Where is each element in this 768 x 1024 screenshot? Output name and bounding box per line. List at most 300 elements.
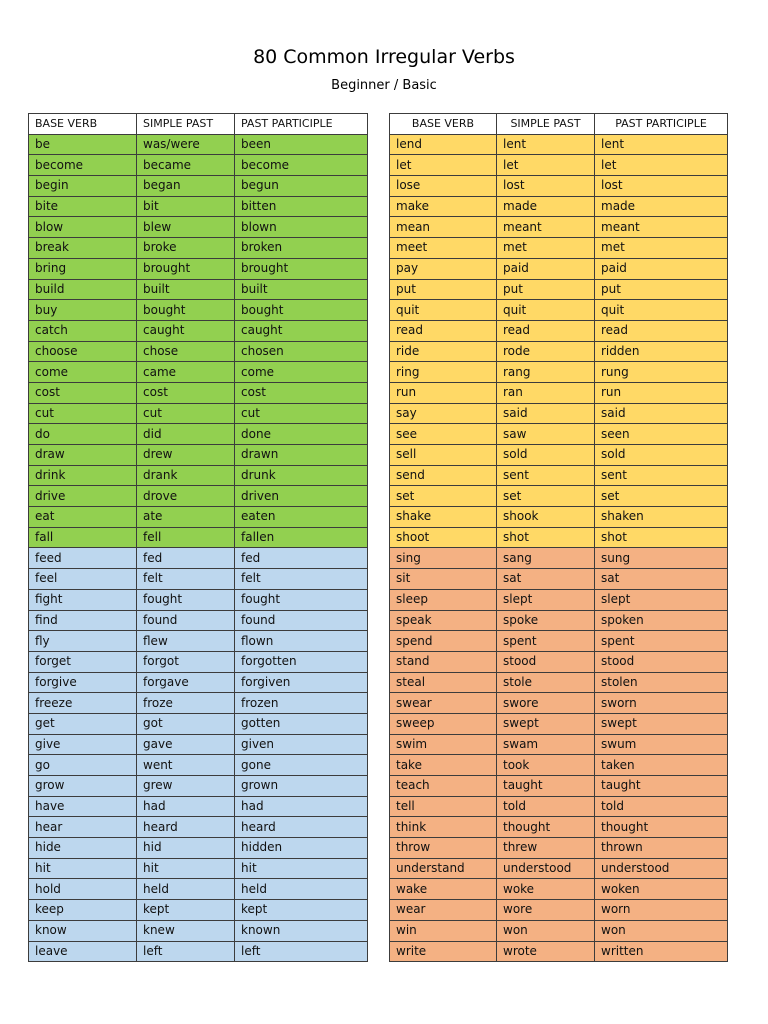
past-participle-cell: known — [235, 920, 368, 941]
past-participle-cell: woken — [595, 879, 728, 900]
simple-past-cell: paid — [497, 258, 595, 279]
table-row — [390, 589, 728, 610]
simple-past-cell: woke — [497, 879, 595, 900]
past-participle-cell: blown — [235, 217, 368, 238]
base-verb-cell: sweep — [390, 713, 497, 734]
simple-past-cell: wore — [497, 900, 595, 921]
base-verb-cell: sing — [390, 548, 497, 569]
past-participle-cell: taken — [595, 755, 728, 776]
simple-past-cell: quit — [497, 300, 595, 321]
table-row — [29, 900, 368, 921]
simple-past-cell: told — [497, 796, 595, 817]
simple-past-cell: won — [497, 920, 595, 941]
base-verb-cell: win — [390, 920, 497, 941]
past-participle-cell: run — [595, 382, 728, 403]
simple-past-cell: understood — [497, 858, 595, 879]
base-verb-cell: stand — [390, 651, 497, 672]
past-participle-cell: had — [235, 796, 368, 817]
base-verb-cell: eat — [29, 507, 137, 528]
past-participle-cell: eaten — [235, 507, 368, 528]
base-verb-cell: lose — [390, 176, 497, 197]
simple-past-cell: lost — [497, 176, 595, 197]
base-verb-cell: hide — [29, 838, 137, 859]
simple-past-cell: rang — [497, 362, 595, 383]
base-verb-cell: go — [29, 755, 137, 776]
base-verb-cell: wear — [390, 900, 497, 921]
past-participle-cell: sworn — [595, 693, 728, 714]
base-verb-cell: let — [390, 155, 497, 176]
table-row — [390, 858, 728, 879]
base-verb-cell: shake — [390, 507, 497, 528]
past-participle-cell: sat — [595, 569, 728, 590]
past-participle-cell: sent — [595, 465, 728, 486]
table-row — [390, 382, 728, 403]
simple-past-cell: blew — [137, 217, 235, 238]
past-participle-cell: sung — [595, 548, 728, 569]
simple-past-cell: ate — [137, 507, 235, 528]
simple-past-cell: sat — [497, 569, 595, 590]
past-participle-cell: set — [595, 486, 728, 507]
simple-past-cell: fought — [137, 589, 235, 610]
table-row — [390, 651, 728, 672]
past-participle-cell: left — [235, 941, 368, 962]
past-participle-cell: come — [235, 362, 368, 383]
simple-past-cell: swept — [497, 713, 595, 734]
table-row — [29, 858, 368, 879]
past-participle-cell: shot — [595, 527, 728, 548]
base-verb-cell: hear — [29, 817, 137, 838]
base-verb-cell: leave — [29, 941, 137, 962]
simple-past-cell: forgave — [137, 672, 235, 693]
past-participle-cell: rung — [595, 362, 728, 383]
simple-past-cell: brought — [137, 258, 235, 279]
base-verb-cell: feed — [29, 548, 137, 569]
base-verb-cell: buy — [29, 300, 137, 321]
simple-past-cell: kept — [137, 900, 235, 921]
simple-past-cell: saw — [497, 424, 595, 445]
simple-past-cell: built — [137, 279, 235, 300]
base-verb-cell: get — [29, 713, 137, 734]
simple-past-cell: threw — [497, 838, 595, 859]
simple-past-cell: came — [137, 362, 235, 383]
simple-past-cell: held — [137, 879, 235, 900]
table-row — [29, 817, 368, 838]
table-row — [29, 403, 368, 424]
table-row — [390, 403, 728, 424]
simple-past-cell: chose — [137, 341, 235, 362]
base-verb-cell: hit — [29, 858, 137, 879]
simple-past-cell: stole — [497, 672, 595, 693]
past-participle-cell: taught — [595, 776, 728, 797]
past-participle-cell: hidden — [235, 838, 368, 859]
simple-past-cell: felt — [137, 569, 235, 590]
simple-past-cell: found — [137, 610, 235, 631]
table-row — [29, 507, 368, 528]
table-row — [390, 755, 728, 776]
table-row — [390, 176, 728, 197]
simple-past-cell: thought — [497, 817, 595, 838]
table-row — [390, 920, 728, 941]
past-participle-cell: felt — [235, 569, 368, 590]
base-verb-cell: pay — [390, 258, 497, 279]
table-row — [29, 651, 368, 672]
base-verb-cell: cost — [29, 382, 137, 403]
past-participle-cell: frozen — [235, 693, 368, 714]
table-row — [390, 424, 728, 445]
verb-rows-left — [29, 134, 368, 962]
table-row — [29, 134, 368, 155]
past-participle-cell: swum — [595, 734, 728, 755]
table-row — [390, 672, 728, 693]
base-verb-cell: meet — [390, 238, 497, 259]
base-verb-cell: forgive — [29, 672, 137, 693]
base-verb-cell: ring — [390, 362, 497, 383]
base-verb-cell: swear — [390, 693, 497, 714]
table-row — [29, 672, 368, 693]
table-row — [29, 527, 368, 548]
past-participle-cell: read — [595, 320, 728, 341]
past-participle-cell: paid — [595, 258, 728, 279]
past-participle-cell: fallen — [235, 527, 368, 548]
past-participle-cell: ridden — [595, 341, 728, 362]
simple-past-cell: hid — [137, 838, 235, 859]
base-verb-cell: sit — [390, 569, 497, 590]
header-base-verb: BASE VERB — [29, 114, 137, 135]
table-row — [29, 569, 368, 590]
simple-past-cell: gave — [137, 734, 235, 755]
base-verb-cell: fly — [29, 631, 137, 652]
base-verb-cell: blow — [29, 217, 137, 238]
simple-past-cell: broke — [137, 238, 235, 259]
past-participle-cell: flown — [235, 631, 368, 652]
table-row — [390, 465, 728, 486]
simple-past-cell: taught — [497, 776, 595, 797]
base-verb-cell: write — [390, 941, 497, 962]
past-participle-cell: chosen — [235, 341, 368, 362]
base-verb-cell: swim — [390, 734, 497, 755]
base-verb-cell: teach — [390, 776, 497, 797]
simple-past-cell: set — [497, 486, 595, 507]
base-verb-cell: understand — [390, 858, 497, 879]
table-row — [29, 879, 368, 900]
base-verb-cell: feel — [29, 569, 137, 590]
simple-past-cell: cut — [137, 403, 235, 424]
past-participle-cell: let — [595, 155, 728, 176]
past-participle-cell: found — [235, 610, 368, 631]
simple-past-cell: wrote — [497, 941, 595, 962]
past-participle-cell: been — [235, 134, 368, 155]
past-participle-cell: kept — [235, 900, 368, 921]
simple-past-cell: knew — [137, 920, 235, 941]
past-participle-cell: thought — [595, 817, 728, 838]
simple-past-cell: forgot — [137, 651, 235, 672]
table-row — [390, 693, 728, 714]
header-past-participle: PAST PARTICIPLE — [235, 114, 368, 135]
table-row — [390, 196, 728, 217]
simple-past-cell: bit — [137, 196, 235, 217]
table-row — [390, 713, 728, 734]
base-verb-cell: come — [29, 362, 137, 383]
base-verb-cell: run — [390, 382, 497, 403]
base-verb-cell: throw — [390, 838, 497, 859]
base-verb-cell: lend — [390, 134, 497, 155]
base-verb-cell: sell — [390, 445, 497, 466]
table-row — [390, 776, 728, 797]
simple-past-cell: meant — [497, 217, 595, 238]
simple-past-cell: spent — [497, 631, 595, 652]
past-participle-cell: said — [595, 403, 728, 424]
table-row — [29, 920, 368, 941]
simple-past-cell: had — [137, 796, 235, 817]
base-verb-cell: read — [390, 320, 497, 341]
base-verb-cell: bring — [29, 258, 137, 279]
base-verb-cell: be — [29, 134, 137, 155]
base-verb-cell: say — [390, 403, 497, 424]
past-participle-cell: begun — [235, 176, 368, 197]
simple-past-cell: let — [497, 155, 595, 176]
simple-past-cell: read — [497, 320, 595, 341]
simple-past-cell: got — [137, 713, 235, 734]
base-verb-cell: do — [29, 424, 137, 445]
past-participle-cell: won — [595, 920, 728, 941]
past-participle-cell: cut — [235, 403, 368, 424]
table-row — [390, 320, 728, 341]
base-verb-cell: give — [29, 734, 137, 755]
past-participle-cell: gone — [235, 755, 368, 776]
base-verb-cell: begin — [29, 176, 137, 197]
past-participle-cell: spent — [595, 631, 728, 652]
table-row — [390, 258, 728, 279]
simple-past-cell: left — [137, 941, 235, 962]
past-participle-cell: caught — [235, 320, 368, 341]
table-row — [29, 693, 368, 714]
table-row — [390, 134, 728, 155]
past-participle-cell: spoken — [595, 610, 728, 631]
header-base-verb: BASE VERB — [390, 114, 497, 135]
base-verb-cell: hold — [29, 879, 137, 900]
base-verb-cell: sleep — [390, 589, 497, 610]
base-verb-cell: find — [29, 610, 137, 631]
base-verb-cell: catch — [29, 320, 137, 341]
simple-past-cell: shot — [497, 527, 595, 548]
table-row — [390, 486, 728, 507]
header-simple-past: SIMPLE PAST — [137, 114, 235, 135]
past-participle-cell: heard — [235, 817, 368, 838]
simple-past-cell: froze — [137, 693, 235, 714]
simple-past-cell: went — [137, 755, 235, 776]
base-verb-cell: mean — [390, 217, 497, 238]
simple-past-cell: slept — [497, 589, 595, 610]
past-participle-cell: drunk — [235, 465, 368, 486]
table-row — [390, 817, 728, 838]
base-verb-cell: cut — [29, 403, 137, 424]
past-participle-cell: bought — [235, 300, 368, 321]
table-row — [29, 838, 368, 859]
table-row — [390, 300, 728, 321]
simple-past-cell: was/were — [137, 134, 235, 155]
simple-past-cell: met — [497, 238, 595, 259]
past-participle-cell: lent — [595, 134, 728, 155]
past-participle-cell: gotten — [235, 713, 368, 734]
table-row — [29, 196, 368, 217]
table-row — [29, 465, 368, 486]
table-row — [29, 176, 368, 197]
simple-past-cell: caught — [137, 320, 235, 341]
simple-past-cell: put — [497, 279, 595, 300]
table-row — [29, 445, 368, 466]
base-verb-cell: send — [390, 465, 497, 486]
base-verb-cell: fight — [29, 589, 137, 610]
base-verb-cell: tell — [390, 796, 497, 817]
past-participle-cell: swept — [595, 713, 728, 734]
simple-past-cell: ran — [497, 382, 595, 403]
past-participle-cell: broken — [235, 238, 368, 259]
table-row — [390, 838, 728, 859]
table-row — [29, 486, 368, 507]
table-row — [390, 900, 728, 921]
past-participle-cell: worn — [595, 900, 728, 921]
past-participle-cell: understood — [595, 858, 728, 879]
table-row — [390, 362, 728, 383]
table-row — [29, 796, 368, 817]
table-row — [29, 258, 368, 279]
past-participle-cell: cost — [235, 382, 368, 403]
base-verb-cell: take — [390, 755, 497, 776]
table-row — [29, 424, 368, 445]
past-participle-cell: brought — [235, 258, 368, 279]
simple-past-cell: began — [137, 176, 235, 197]
header-row — [390, 114, 728, 135]
simple-past-cell: heard — [137, 817, 235, 838]
past-participle-cell: become — [235, 155, 368, 176]
header-past-participle: PAST PARTICIPLE — [595, 114, 728, 135]
table-row — [29, 734, 368, 755]
table-row — [29, 548, 368, 569]
table-row — [390, 796, 728, 817]
past-participle-cell: stolen — [595, 672, 728, 693]
past-participle-cell: fed — [235, 548, 368, 569]
table-row — [29, 238, 368, 259]
simple-past-cell: shook — [497, 507, 595, 528]
table-row — [29, 713, 368, 734]
page-subtitle: Beginner / Basic — [331, 78, 437, 93]
past-participle-cell: made — [595, 196, 728, 217]
base-verb-cell: steal — [390, 672, 497, 693]
table-row — [390, 155, 728, 176]
base-verb-cell: see — [390, 424, 497, 445]
base-verb-cell: draw — [29, 445, 137, 466]
simple-past-cell: bought — [137, 300, 235, 321]
table-row — [390, 879, 728, 900]
past-participle-cell: bitten — [235, 196, 368, 217]
table-row — [29, 217, 368, 238]
base-verb-cell: fall — [29, 527, 137, 548]
header-row — [29, 114, 368, 135]
simple-past-cell: lent — [497, 134, 595, 155]
table-row — [29, 279, 368, 300]
simple-past-cell: made — [497, 196, 595, 217]
simple-past-cell: flew — [137, 631, 235, 652]
simple-past-cell: grew — [137, 776, 235, 797]
simple-past-cell: stood — [497, 651, 595, 672]
past-participle-cell: met — [595, 238, 728, 259]
past-participle-cell: stood — [595, 651, 728, 672]
base-verb-cell: put — [390, 279, 497, 300]
base-verb-cell: drive — [29, 486, 137, 507]
base-verb-cell: keep — [29, 900, 137, 921]
simple-past-cell: fed — [137, 548, 235, 569]
base-verb-cell: bite — [29, 196, 137, 217]
table-row — [29, 610, 368, 631]
simple-past-cell: hit — [137, 858, 235, 879]
base-verb-cell: shoot — [390, 527, 497, 548]
base-verb-cell: wake — [390, 879, 497, 900]
simple-past-cell: spoke — [497, 610, 595, 631]
past-participle-cell: written — [595, 941, 728, 962]
past-participle-cell: slept — [595, 589, 728, 610]
past-participle-cell: done — [235, 424, 368, 445]
simple-past-cell: swore — [497, 693, 595, 714]
table-row — [29, 320, 368, 341]
table-row — [29, 362, 368, 383]
simple-past-cell: swam — [497, 734, 595, 755]
table-row — [390, 445, 728, 466]
base-verb-cell: have — [29, 796, 137, 817]
past-participle-cell: built — [235, 279, 368, 300]
table-row — [29, 300, 368, 321]
table-row — [390, 341, 728, 362]
base-verb-cell: set — [390, 486, 497, 507]
table-row — [390, 941, 728, 962]
table-row — [29, 941, 368, 962]
table-row — [29, 631, 368, 652]
verb-table-left — [28, 113, 368, 962]
base-verb-cell: quit — [390, 300, 497, 321]
table-row — [29, 776, 368, 797]
past-participle-cell: forgiven — [235, 672, 368, 693]
past-participle-cell: told — [595, 796, 728, 817]
table-row — [390, 527, 728, 548]
page-title: 80 Common Irregular Verbs — [253, 46, 515, 68]
simple-past-cell: drank — [137, 465, 235, 486]
base-verb-cell: build — [29, 279, 137, 300]
past-participle-cell: grown — [235, 776, 368, 797]
table-row — [390, 631, 728, 652]
simple-past-cell: drew — [137, 445, 235, 466]
past-participle-cell: hit — [235, 858, 368, 879]
table-row — [29, 382, 368, 403]
past-participle-cell: drawn — [235, 445, 368, 466]
past-participle-cell: meant — [595, 217, 728, 238]
past-participle-cell: given — [235, 734, 368, 755]
base-verb-cell: think — [390, 817, 497, 838]
simple-past-cell: did — [137, 424, 235, 445]
simple-past-cell: rode — [497, 341, 595, 362]
base-verb-cell: drink — [29, 465, 137, 486]
past-participle-cell: put — [595, 279, 728, 300]
verb-rows-right — [390, 134, 728, 962]
simple-past-cell: sent — [497, 465, 595, 486]
past-participle-cell: fought — [235, 589, 368, 610]
base-verb-cell: forget — [29, 651, 137, 672]
base-verb-cell: make — [390, 196, 497, 217]
base-verb-cell: know — [29, 920, 137, 941]
table-row — [390, 279, 728, 300]
simple-past-cell: became — [137, 155, 235, 176]
table-row — [29, 589, 368, 610]
simple-past-cell: sold — [497, 445, 595, 466]
base-verb-cell: grow — [29, 776, 137, 797]
